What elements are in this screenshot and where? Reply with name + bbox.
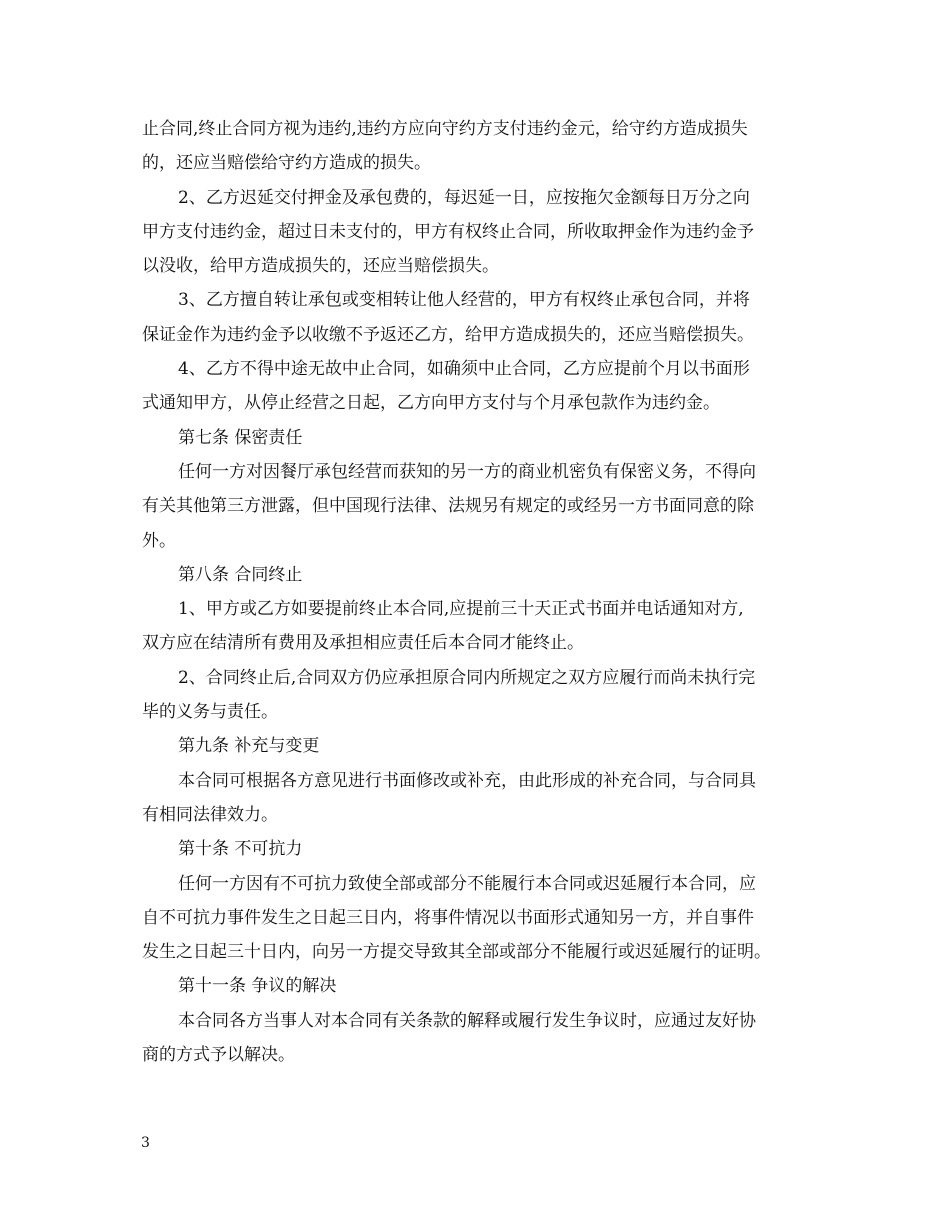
text-line: 式通知甲方，从停止经营之日起，乙方向甲方支付与个月承包款作为违约金。 — [142, 393, 720, 414]
text-line: 的，还应当赔偿给守约方造成的损失。 — [142, 153, 431, 174]
text-line: 止合同,终止合同方视为违约,违约方应向守约方支付违约金元，给守约方造成损失 — [142, 119, 748, 139]
paragraph-line: 任何一方对因餐厅承包经营而获知的另一方的商业机密负有保密义务，不得向 — [178, 461, 756, 482]
text-line: 双方应在结清所有费用及承担相应责任后本合同才能终止。 — [142, 633, 584, 654]
section-heading: 第十一条 争议的解决 — [178, 976, 337, 997]
text-line: 以没收，给甲方造成损失的，还应当赔偿损失。 — [142, 256, 499, 277]
section-heading: 第九条 补充与变更 — [178, 736, 320, 757]
text-line: 自不可抗力事件发生之日起三日内，将事件情况以书面形式通知另一方，并自事件 — [142, 907, 754, 928]
text-line: 商的方式予以解决。 — [142, 1045, 295, 1066]
text-line: 毕的义务与责任。 — [142, 702, 278, 723]
paragraph-line: 1、甲方或乙方如要提前终止本合同,应提前三十天正式书面并电话通知对方, — [178, 599, 744, 620]
paragraph-line: 2、乙方迟延交付押金及承包费的，每迟延一日，应按拖欠金额每日万分之向 — [178, 187, 750, 208]
paragraph-line: 任何一方因有不可抗力致使全部或部分不能履行本合同或迟延履行本合同，应 — [178, 873, 756, 894]
document-body — [142, 112, 812, 1072]
page-number: 3 — [141, 1135, 150, 1151]
section-heading: 第十条 不可抗力 — [178, 839, 303, 860]
text-line: 外。 — [142, 530, 176, 551]
paragraph-line: 2、合同终止后,合同双方仍应承担原合同内所规定之双方应履行而尚未执行完 — [178, 667, 756, 688]
text-line: 发生之日起三十日内，向另一方提交导致其全部或部分不能履行或迟延履行的证明。 — [142, 942, 771, 963]
paragraph-line: 本合同各方当事人对本合同有关条款的解释或履行发生争议时，应通过友好协 — [178, 1010, 756, 1031]
text-line: 有关其他第三方泄露，但中国现行法律、法规另有规定的或经另一方书面同意的除 — [142, 496, 754, 517]
paragraph-line: 3、乙方擅自转让承包或变相转让他人经营的，甲方有权终止承包合同，并将 — [178, 290, 750, 311]
section-heading: 第七条 保密责任 — [178, 427, 303, 448]
paragraph-line: 4、乙方不得中途无故中止合同，如确须中止合同，乙方应提前个月以书面形 — [178, 359, 750, 380]
text-line: 甲方支付违约金，超过日未支付的，甲方有权终止合同，所收取押金作为违约金予 — [142, 221, 754, 242]
section-heading: 第八条 合同终止 — [178, 564, 303, 585]
text-line: 有相同法律效力。 — [142, 804, 278, 825]
text-line: 保证金作为违约金予以收缴不予返还乙方，给甲方造成损失的，还应当赔偿损失。 — [142, 324, 754, 345]
paragraph-line: 本合同可根据各方意见进行书面修改或补充，由此形成的补充合同，与合同具 — [178, 770, 756, 791]
